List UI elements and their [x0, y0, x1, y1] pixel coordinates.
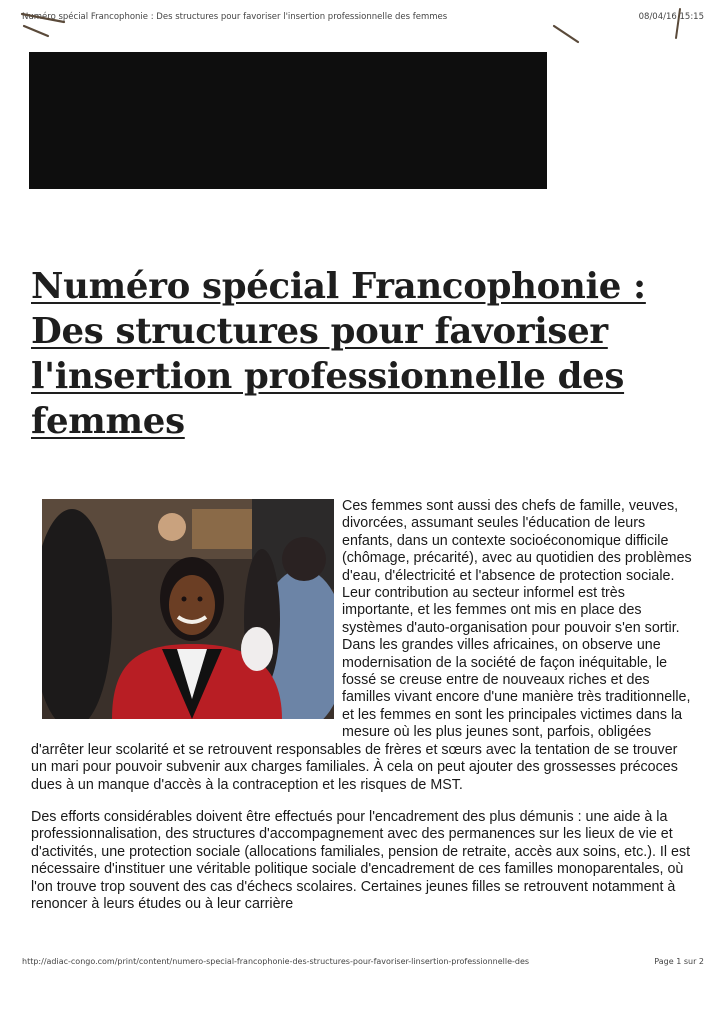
redacted-banner — [29, 52, 547, 189]
article-body — [31, 498, 697, 913]
pen-mark-middle — [548, 20, 588, 50]
pen-mark-left — [18, 8, 78, 38]
print-header-datetime: 08/04/16 15:15 — [638, 12, 704, 22]
footer-url: http://adiac-congo.com/print/content/numero-special-francophonie-des-structures-pour-favoriser-linsertion-professionnelle-des — [22, 957, 530, 966]
article-paragraph: Des efforts considérables doivent être effectués pour l'encadrement des plus démunis : une aide à la professionnalisation, des structures d'accompagnement avec des permanences sur les lieux de vie et d'activités, une protection sociale (allocations familiales, pension de retraite, accès aux soins, etc.). Il est nécessaire d'instituer une véritable politique sociale d'encadrement de ces familles monoparentales, où l'on trouve trop souvent des cas d'échecs scolaires. Certaines jeunes filles se retrouvent notamment à renoncer à leurs études ou à leur carrière — [31, 808, 691, 912]
article-headline: Numéro spécial Francophonie : Des structures pour favoriser l'insertion professionnelle des femmes — [31, 266, 646, 442]
print-header — [22, 12, 704, 26]
footer-page-number: Page 1 sur 2 — [654, 957, 704, 966]
article-paragraph: Ces femmes sont aussi des chefs de famille, veuves, divorcées, assumant seules l'éducation de leurs enfants, dans un contexte socioéconomique difficile (chômage, précarité), avec au quotidien des problèmes d'eau, d'électricité et l'absence de protection sociale. Leur contribution au secteur informel est très importante, et les femmes ont mis en place des systèmes d'auto-organisation pour pouvoir s'en sortir. Dans les grandes villes africaines, on observe une modernisation de la société de façon inéquitable, le fossé se creuse entre de nouveaux riches et des familles vivant encore d'une manière très traditionnelle, et les femmes en sont les principales victimes dans la mesure où les plus jeunes sont, parfois, obligées d'arrêter leur scolarité et se retrouvent responsables de frères et sœurs avec la tentation de se trouver un mari pour pouvoir subvenir aux charges familiales. À cela on peut ajouter des grossesses précoces dues à un manque d'accès à la contraception et les risques de MST. — [31, 498, 692, 793]
photo-spacer — [31, 498, 342, 732]
print-footer — [22, 957, 704, 969]
pen-mark-right — [668, 6, 688, 42]
print-header-title: Numéro spécial Francophonie : Des structures pour favoriser l'insertion professionnelle des femmes — [22, 12, 448, 22]
